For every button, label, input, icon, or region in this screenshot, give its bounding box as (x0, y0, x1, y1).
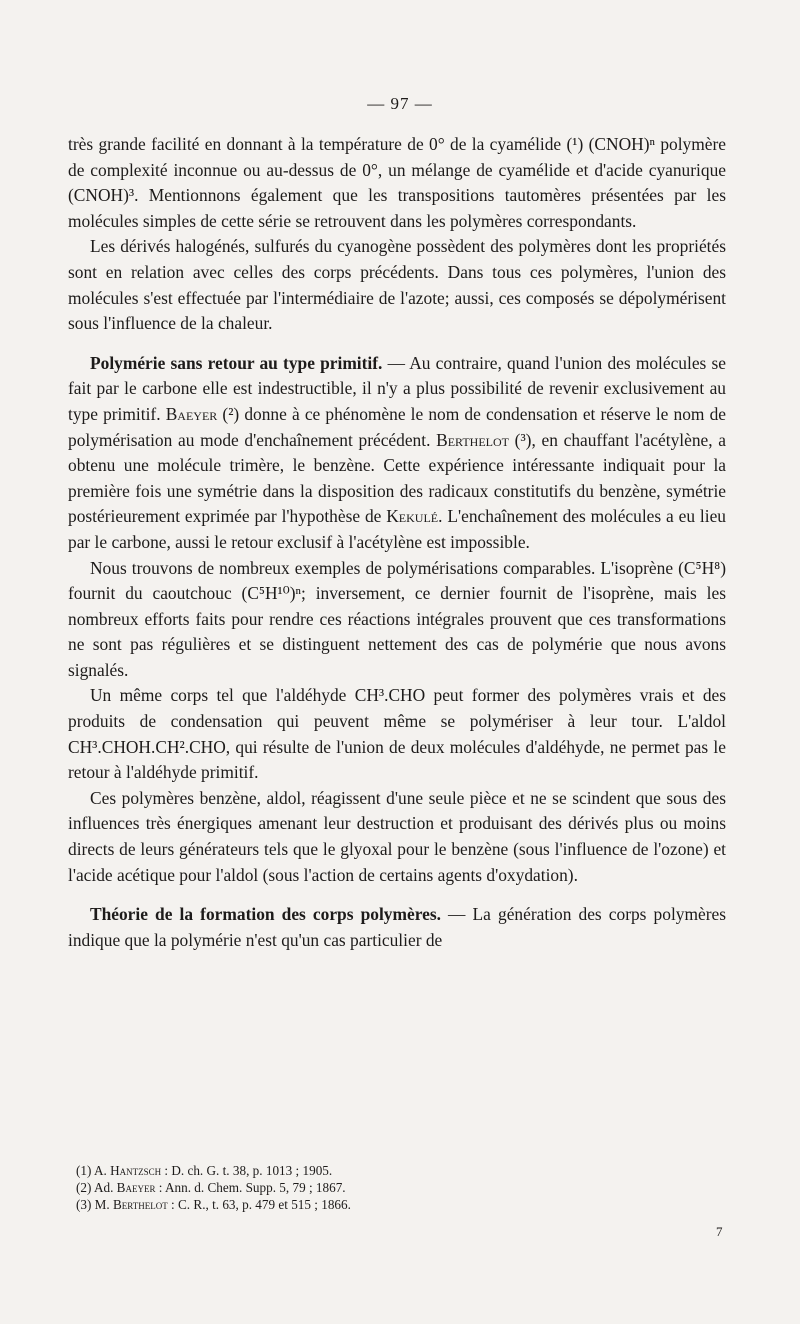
section-heading-polymerie: Polymérie sans retour au type primitif. (90, 352, 383, 373)
author-name-kekule: Kekulé (386, 506, 439, 527)
footnote-1 (76, 1162, 716, 1179)
paragraph-3-text-b: (²) donne à ce phénomène le nom de condensation et réserve le nom de polymérisation au mode d'enchaînement précédent. (68, 403, 726, 450)
footnote-3-reference: : C. R., t. 63, p. 479 et 515 ; 1866. (167, 1197, 351, 1213)
paragraph-5: Un même corps tel que l'aldéhyde CH³.CHO peut former des polymères vrais et des produits de condensation qui peuvent même se polymériser à leur tour. L'aldol CH³.CHOH.CH².CHO, qui résulte de l'union de deux molécules d'aldéhyde, ne permet pas le retour à l'aldéhyde primitif. (68, 685, 726, 783)
paragraph-1: très grande facilité en donnant à la température de 0° de la cyamélide (¹) (CNOH)ⁿ polymère de complexité inconnue ou au-dessus de 0°, un mélange de cyamélide et d'acide cyanurique (CNOH)³. Mentionnons également que les transpositions tautomères présentées par les molécules simples de cette série se retrouvent dans les polymères correspondants. (68, 134, 726, 231)
signature-mark: 7 (716, 1224, 723, 1239)
paragraph-7-text-a: — La génération des corps polymères indique que la polymérie n'est qu'un cas particulier de (68, 904, 726, 950)
paragraph-6: Ces polymères benzène, aldol, réagissent d'une seule pièce et ne se scindent que sous des influences très énergiques amenant leur destruction et produisant des dérivés plus ou moins directs de leurs générateurs tels que le glyoxal pour le benzène (sous l'influence de l'ozone) et l'acide acétique pour l'aldol (sous l'action de certains agents d'oxydation). (68, 787, 726, 885)
author-name-baeyer: Baeyer (165, 403, 218, 424)
footnote-1-author: Hantzsch (110, 1163, 162, 1178)
footnote-2-author: Baeyer (116, 1180, 156, 1196)
paragraph-3-text-d: . L'enchaînement des molécules a eu lieu par le carbone, aussi le retour exclusif à l'acétylène est impossible. (68, 506, 727, 552)
footnote-2-number: (2) Ad. (76, 1180, 117, 1196)
paragraph-4: Nous trouvons de nombreux exemples de polymérisations comparables. L'isoprène (C⁵H⁸) fournit du caoutchouc (C⁵H¹⁰)ⁿ; inversement, ce dernier fournit de l'isoprène, mais les nombreux efforts faits pour rendre ces réactions intégrales prouvent que ces transformations ne sont pas régulières et se distinguent nettement des cas de polymérie que nous avons signalés. (68, 557, 726, 680)
page-number: — 97 — (367, 94, 433, 113)
paragraph-7 (68, 902, 726, 953)
footnote-1-number: (1) A. (76, 1163, 111, 1178)
footnotes (76, 1162, 716, 1214)
footnote-2 (76, 1179, 716, 1196)
body-text (68, 132, 726, 953)
footnote-3-number: (3) M. (76, 1197, 113, 1213)
author-name-berthelot: Berthelot (436, 429, 509, 450)
paragraph-3 (68, 351, 726, 556)
footnote-3 (76, 1196, 716, 1213)
footnote-2-reference: : Ann. d. Chem. Supp. 5, 79 ; 1867. (155, 1180, 346, 1196)
footnote-3-author: Berthelot (113, 1197, 168, 1213)
paragraph-3-text-a: — Au contraire, quand l'union des molécules se fait par le carbone elle est indestructible, il n'y a plus possibilité de revenir exclusivement au type primitif. (68, 352, 726, 424)
paragraph-3-text-c: (³), en chauffant l'acétylène, a obtenu une molécule trimère, le benzène. Cette expérience intéressante indiquait pour la première fois une symétrie dans la disposition des radicaux constitutifs du benzène, symétrie postérieurement exprimée par l'hypothèse de (68, 429, 726, 527)
paragraph-2: Les dérivés halogénés, sulfurés du cyanogène possèdent des polymères dont les propriétés sont en relation avec celles des corps précédents. Dans tous ces polymères, l'union des molécules s'est effectuée par l'intermédiaire de l'azote; aussi, ces composés se dépolymérisent sous l'influence de la chaleur. (68, 236, 726, 334)
footnote-1-reference: : D. ch. G. t. 38, p. 1013 ; 1905. (161, 1163, 333, 1178)
section-heading-theorie: Théorie de la formation des corps polymères. (90, 904, 441, 925)
